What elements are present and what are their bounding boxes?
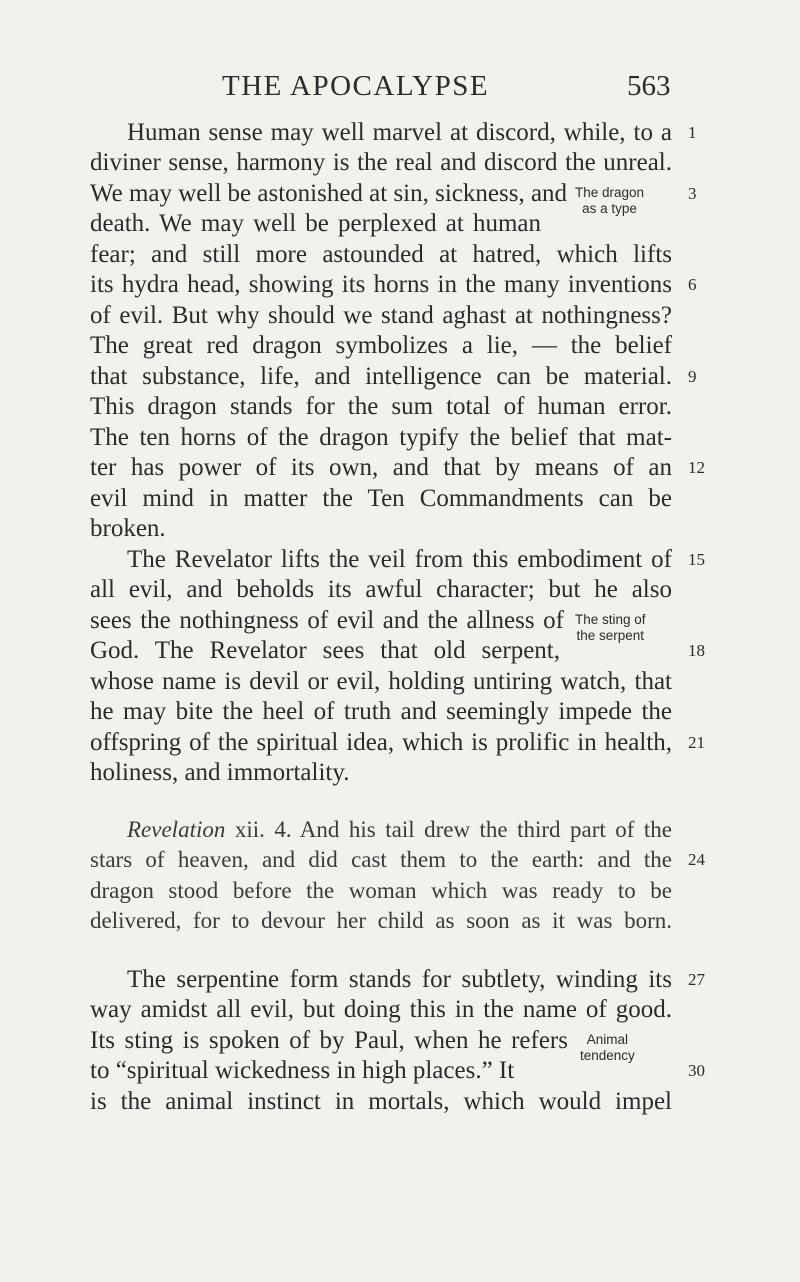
marginal-note-line: as a type: [582, 201, 637, 216]
text-line: Human sense may well marvel at discord, while, to a: [127, 119, 672, 146]
marginal-note: [580, 1032, 635, 1064]
text-line: he may bite the heel of truth and seemingly impede the: [90, 698, 672, 725]
text-line: its hydra head, showing its horns in the many inventions: [90, 271, 672, 298]
marginal-note-line: The dragon: [575, 185, 645, 200]
quote-line: dragon stood before the woman which was ready to be: [90, 878, 672, 903]
line-number: 21: [688, 733, 705, 752]
text-line: The great red dragon symbolizes a lie, — the belief: [90, 332, 672, 359]
text-line: sees the nothingness of evil and the allness of: [90, 607, 564, 634]
text-line: diviner sense, harmony is the real and discord the unreal.: [90, 149, 672, 176]
text-line: is the animal instinct in mortals, which would impel: [90, 1088, 672, 1115]
marginal-note-line: the serpent: [576, 628, 645, 643]
text-line: to “spiritual wickedness in high places.” It: [90, 1057, 515, 1084]
line-number: 1: [688, 123, 697, 142]
text-line: evil mind in matter the Ten Commandments can be: [90, 485, 672, 512]
text-line: This dragon stands for the sum total of human error.: [90, 393, 672, 420]
text-line: broken.: [90, 515, 166, 542]
quote-text: xii. 4. And his tail drew the third part of the: [225, 817, 672, 842]
marginal-note: [575, 612, 646, 644]
text-line: that substance, life, and intelligence can be material.: [90, 363, 672, 390]
text-line: fear; and still more astounded at hatred, which lifts: [90, 241, 672, 268]
line-number: 6: [688, 275, 697, 294]
text-line: way amidst all evil, but doing this in the name of good.: [90, 996, 672, 1023]
text-line: all evil, and beholds its awful character; but he also: [90, 576, 672, 603]
quote-line: stars of heaven, and did cast them to the earth: and the: [90, 847, 672, 872]
page-number: 563: [627, 70, 671, 102]
text-line: whose name is devil or evil, holding untiring watch, that: [90, 668, 672, 695]
line-number: 15: [688, 550, 705, 569]
marginal-note: [575, 185, 644, 217]
line-number: 9: [688, 367, 697, 386]
text-line: The Revelator lifts the veil from this embodiment of: [127, 546, 672, 573]
marginal-note-line: Animal: [586, 1032, 629, 1047]
marginal-note-line: tendency: [580, 1048, 635, 1063]
quote-line: delivered, for to devour her child as soon as it was born.: [90, 908, 672, 933]
text-line: The serpentine form stands for subtlety, winding its: [127, 966, 672, 993]
scripture-reference: Revelation: [127, 817, 226, 842]
running-title: THE APOCALYPSE: [222, 70, 490, 102]
running-head: [0, 70, 800, 110]
text-line: Its sting is spoken of by Paul, when he refers: [90, 1027, 568, 1054]
line-number: 27: [688, 970, 705, 989]
line-number: 3: [688, 184, 697, 203]
quote-line: [127, 815, 672, 845]
text-line: The ten horns of the dragon typify the belief that mat-: [90, 424, 672, 451]
line-number: 12: [688, 458, 705, 477]
marginal-note-line: The sting of: [575, 612, 646, 627]
text-line: of evil. But why should we stand aghast at nothingness?: [90, 302, 672, 329]
line-number: 24: [688, 850, 705, 869]
line-number: 18: [688, 641, 705, 660]
text-line: holiness, and immortality.: [90, 759, 350, 786]
text-line: death. We may well be perplexed at human: [90, 210, 541, 237]
text-line: ter has power of its own, and that by means of an: [90, 454, 672, 481]
text-line: We may well be astonished at sin, sickness, and: [90, 180, 568, 207]
line-number: 30: [688, 1061, 705, 1080]
text-line: God. The Revelator sees that old serpent,: [90, 637, 560, 664]
text-line: offspring of the spiritual idea, which is prolific in health,: [90, 729, 672, 756]
